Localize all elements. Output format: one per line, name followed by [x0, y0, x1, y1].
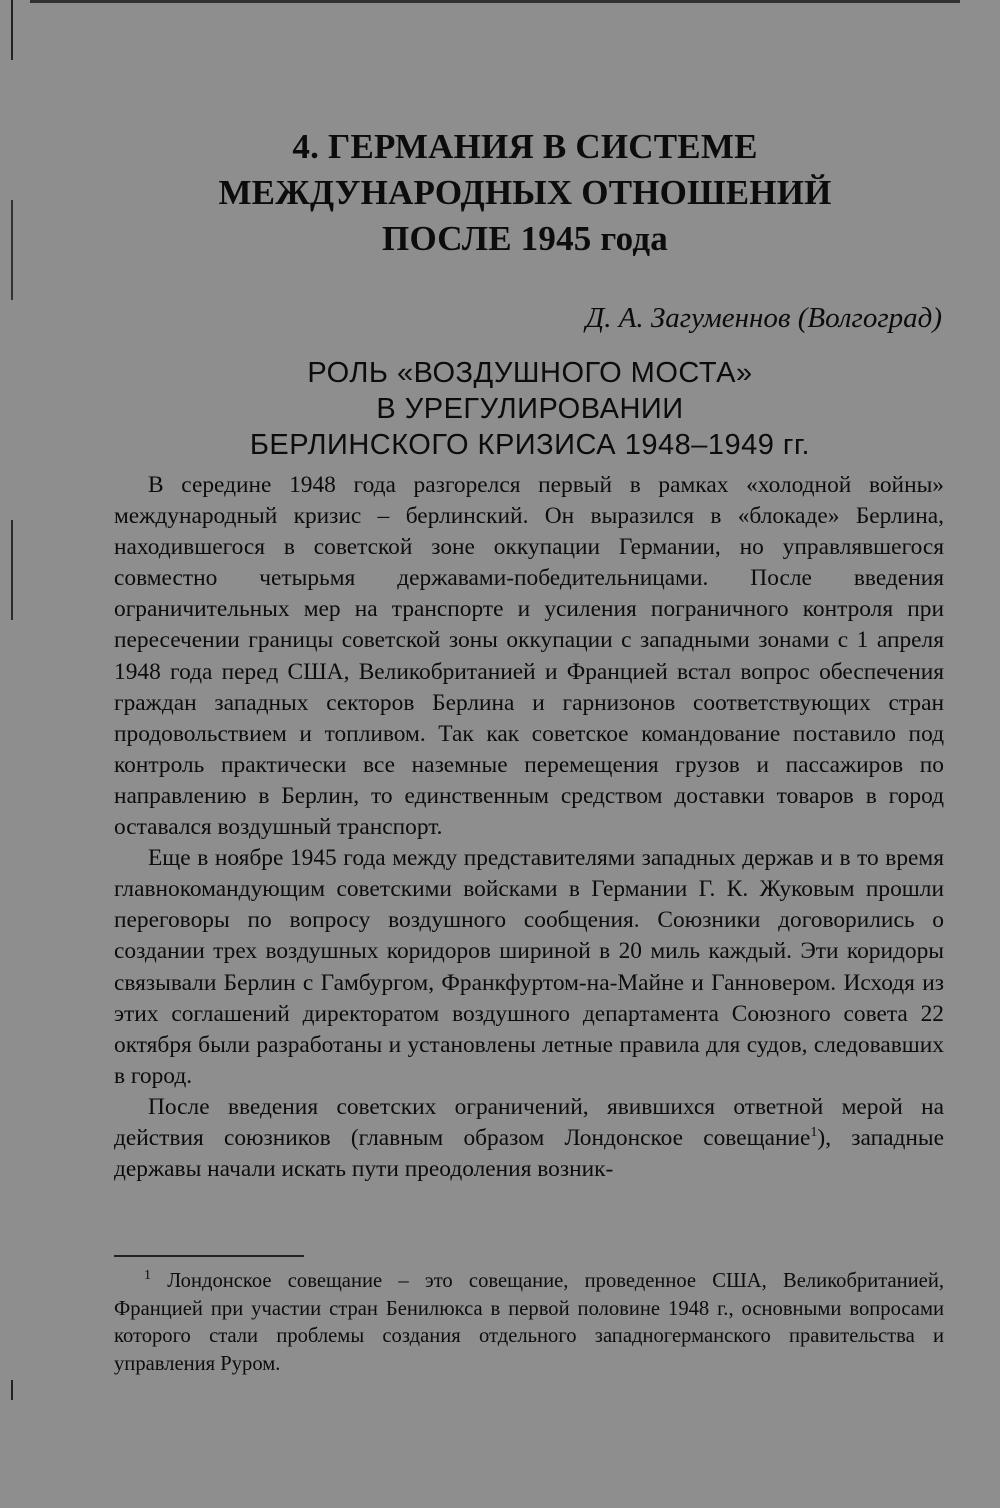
author-byline: Д. А. Загуменнов (Волгоград) [585, 302, 942, 334]
article-body [114, 470, 944, 1185]
section-heading-line-1: 4. ГЕРМАНИЯ В СИСТЕМЕ [292, 127, 758, 166]
article-title-line-3: БЕРЛИНСКОГО КРИЗИСА 1948–1949 гг. [249, 429, 811, 461]
footnote-reference: 1 [810, 1125, 818, 1141]
footnote-text: Лондонское совещание – это совещание, проведенное США, Великобританией, Францией при участии стран Бенилюкса в первой половине 1948 г., основными вопросами которого стали проблемы создания отдельного западногерманского правительства и управления Руром. [114, 1270, 944, 1375]
article-title-line-1: РОЛЬ «ВОЗДУШНОГО МОСТА» [307, 357, 753, 389]
section-heading-line-3: ПОСЛЕ 1945 года [382, 219, 668, 258]
footnote-marker: 1 [144, 1268, 151, 1284]
top-rule [30, 0, 960, 7]
article-title-line-2: В УРЕГУЛИРОВАНИИ [376, 393, 684, 425]
paragraph-3 [114, 1092, 944, 1185]
footnote-separator [114, 1255, 304, 1257]
footnote [114, 1268, 944, 1378]
paragraph-3-text-after: ), западные державы начали искать пути преодоления возник- [114, 1124, 944, 1183]
paragraph-3-text-before: После введения советских ограничений, явившихся ответной мерой на действия союзников (главным образом Лондонское совещание [114, 1093, 944, 1151]
section-heading [100, 124, 950, 262]
paragraph-1: В середине 1948 года разгорелся первый в рамках «холодной войны» международный кризис – берлинский. Он выразился в «блокаде» Берлина, находившегося в советской зоне оккупации Германии, но управлявшегося совместно четырьмя державами-победительницами. После введения ограничительных мер на транспорте и усиления пограничного контроля при пересечении границы советской зоны оккупации с западными зонами с 1 апреля 1948 года перед США, Великобританией и Францией встал вопрос обеспечения граждан западных секторов Берлина и гарнизонов соответствующих стран продовольствием и топливом. Так как советское командование поставило под контроль практически все наземные перемещения грузов и пассажиров по направлению в Берлин, то единственным средством доставки товаров в город оставался воздушный транспорт. [114, 472, 944, 841]
scan-edge [11, 0, 13, 1508]
article-title [110, 355, 950, 463]
paragraph-2: Еще в ноябре 1945 года между представителями западных держав и в то время главнокомандующим советскими войсками в Германии Г. К. Жуковым прошли переговоры по вопросу воздушного сообщения. Союзники договорились о создании трех воздушных коридоров шириной в 20 миль каждый. Эти коридоры связывали Берлин с Гамбургом, Франкфуртом-на-Майне и Ганновером. Исходя из этих соглашений директоратом воздушного департамента Союзного совета 22 октября были разработаны и установлены летные правила для судов, следовавших в город. [114, 845, 944, 1089]
footnote-paragraph [114, 1268, 944, 1378]
section-heading-line-2: МЕЖДУНАРОДНЫХ ОТНОШЕНИЙ [218, 173, 832, 212]
